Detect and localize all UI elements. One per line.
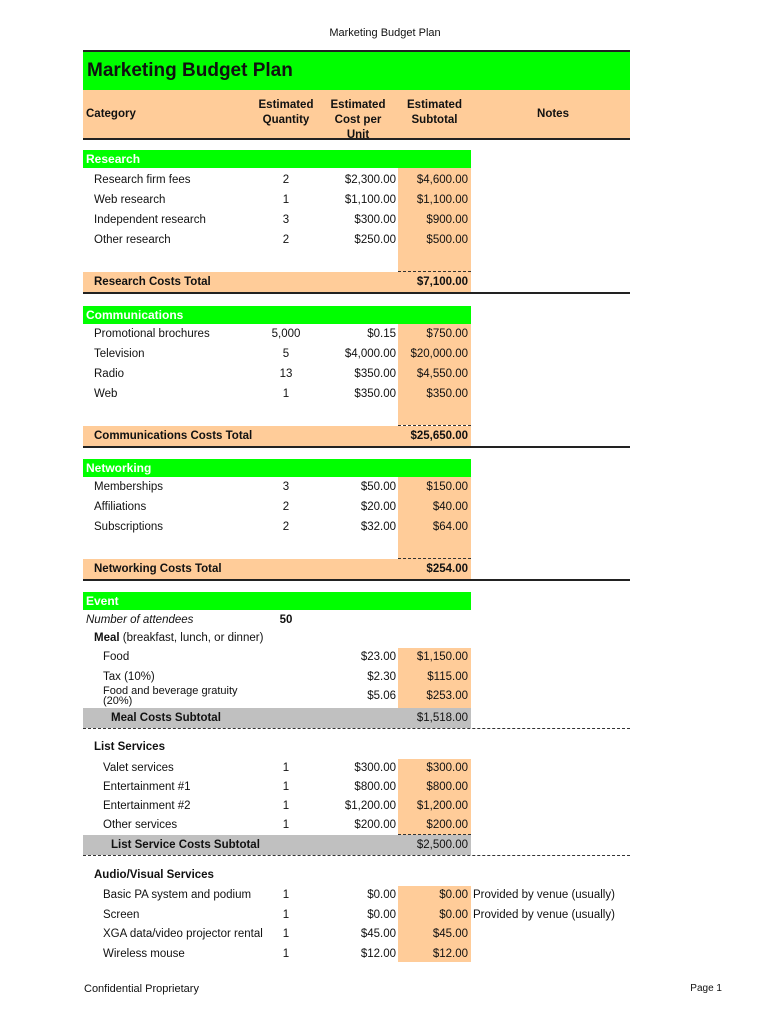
cell-qty: 2	[282, 234, 290, 246]
cell-sub: $1,150.00	[416, 651, 468, 663]
cell-qty: 1	[282, 908, 290, 921]
cell-cpu: $23.00	[360, 651, 396, 663]
cell-label: Television	[94, 348, 145, 360]
cell-sub: $20,000.00	[410, 348, 468, 360]
cell-label: Web	[94, 388, 118, 400]
communications-heading: Communications	[83, 306, 471, 324]
cell-label: Web research	[94, 194, 166, 206]
cell-label: Affiliations	[94, 501, 147, 513]
column-header	[83, 90, 630, 140]
meal-title-row	[83, 630, 630, 648]
col-qty: Estimated Quantity	[258, 99, 314, 126]
cell-sub: $900.00	[426, 214, 468, 226]
cell-cpu: $300.00	[354, 762, 396, 774]
av-services-title: Audio/Visual Services	[94, 869, 214, 881]
cell-cpu: $5.06	[367, 690, 396, 702]
cell-label: Research firm fees	[94, 174, 191, 186]
cell-qty: 1	[282, 800, 290, 812]
list-subtotal-value: $2,500.00	[416, 839, 468, 851]
cell-sub: $40.00	[432, 501, 468, 513]
communications-total-label: Communications Costs Total	[94, 430, 253, 442]
cell-cpu: $2.30	[367, 670, 396, 683]
table-row	[83, 326, 630, 344]
cell-sub: $253.00	[426, 690, 468, 702]
attendees-label: Number of attendees	[86, 614, 194, 626]
table-row	[83, 760, 630, 778]
networking-total-value: $254.00	[426, 563, 468, 575]
meal-subtotal-label: Meal Costs Subtotal	[111, 712, 221, 724]
research-total-row	[83, 272, 630, 292]
communications-total-value: $25,650.00	[410, 430, 468, 442]
cell-label: Screen	[103, 908, 140, 921]
cell-label: Promotional brochures	[94, 328, 210, 340]
col-subtotal: Estimated Subtotal	[407, 99, 462, 126]
cell-qty: 5	[282, 348, 290, 360]
table-row	[83, 479, 630, 497]
cell-qty: 2	[282, 501, 290, 513]
list-subtotal-label: List Service Costs Subtotal	[111, 839, 260, 851]
list-subtotal-row	[83, 835, 630, 855]
cell-qty: 1	[282, 781, 290, 793]
table-row	[83, 817, 630, 835]
cell-label: Valet services	[103, 762, 174, 774]
cell-cpu: $0.00	[367, 889, 396, 901]
table-row	[83, 386, 630, 404]
attendees-row	[83, 612, 630, 630]
cell-label: XGA data/video projector rental	[103, 928, 263, 940]
footer-page-number: Page 1	[690, 983, 722, 994]
meal-subtotal-value: $1,518.00	[416, 712, 468, 724]
cell-qty: 1	[282, 762, 290, 774]
cell-qty: 1	[282, 947, 290, 960]
cell-cpu: $50.00	[360, 481, 396, 493]
table-row	[83, 519, 630, 537]
cell-qty: 13	[279, 368, 293, 380]
cell-sub: $12.00	[432, 947, 468, 960]
cell-cpu: $2,300.00	[344, 174, 396, 186]
cell-cpu: $32.00	[360, 521, 396, 533]
cell-sub: $4,550.00	[416, 368, 468, 380]
cell-label: Entertainment #2	[103, 800, 191, 812]
cell-sub: $64.00	[432, 521, 468, 533]
cell-label: Other services	[103, 819, 178, 831]
cell-qty: 3	[282, 481, 290, 493]
cell-note: Provided by venue (usually)	[473, 889, 615, 901]
cell-qty: 1	[282, 889, 290, 901]
networking-total-label: Networking Costs Total	[94, 563, 222, 575]
cell-label: Subscriptions	[94, 521, 164, 533]
cell-cpu: $800.00	[354, 781, 396, 793]
networking-heading: Networking	[83, 459, 471, 477]
cell-qty: 2	[282, 174, 290, 186]
cell-sub: $45.00	[432, 928, 468, 940]
cell-label: Food and beverage gratuity (20%)	[103, 685, 238, 707]
table-row	[83, 946, 630, 964]
table-row	[83, 499, 630, 517]
cell-label: Independent research	[94, 214, 206, 226]
col-cpu: Estimated Cost per Unit	[330, 99, 386, 141]
attendees-value: 50	[279, 614, 293, 626]
table-row	[83, 685, 630, 707]
cell-sub: $300.00	[426, 762, 468, 774]
cell-sub: $500.00	[426, 234, 468, 246]
cell-qty: 1	[282, 928, 290, 940]
cell-sub: $800.00	[426, 781, 468, 793]
cell-cpu: $350.00	[354, 388, 396, 400]
cell-qty: 1	[282, 819, 290, 831]
table-row	[83, 779, 630, 797]
table-row	[83, 346, 630, 364]
cell-sub: $0.00	[439, 908, 468, 921]
cell-sub: $0.00	[439, 889, 468, 901]
table-row	[83, 649, 630, 667]
table-row	[83, 907, 630, 925]
meal-title: Meal	[94, 632, 120, 644]
research-total-label: Research Costs Total	[94, 276, 211, 288]
table-row	[83, 798, 630, 816]
cell-qty: 5,000	[271, 328, 301, 340]
cell-cpu: $200.00	[354, 819, 396, 831]
cell-label: Radio	[94, 368, 125, 380]
meal-subtotal-row	[83, 708, 630, 728]
cell-qty: 2	[282, 521, 290, 533]
cell-label: Tax (10%)	[103, 670, 155, 683]
cell-cpu: $0.00	[367, 908, 396, 921]
cell-label: Memberships	[94, 481, 164, 493]
table-row	[83, 192, 630, 210]
table-row	[83, 212, 630, 230]
cell-qty: 1	[282, 194, 290, 206]
communications-total-row	[83, 426, 630, 446]
cell-label: Basic PA system and podium	[103, 889, 252, 901]
cell-sub: $750.00	[426, 328, 468, 340]
cell-label: Wireless mouse	[103, 947, 185, 960]
sheet-title: Marketing Budget Plan	[87, 60, 293, 81]
table-row	[83, 366, 630, 384]
title-bar	[83, 50, 630, 90]
col-category: Category	[86, 108, 136, 120]
cell-cpu: $0.15	[367, 328, 396, 340]
networking-total-row	[83, 559, 630, 579]
cell-cpu: $12.00	[360, 947, 396, 960]
cell-sub: $1,100.00	[416, 194, 468, 206]
cell-sub: $115.00	[427, 670, 468, 683]
table-row	[83, 926, 630, 944]
meal-subtitle: (breakfast, lunch, or dinner)	[122, 632, 264, 644]
cell-cpu: $4,000.00	[344, 348, 396, 360]
cell-qty: 1	[282, 388, 290, 400]
cell-sub: $4,600.00	[416, 174, 468, 186]
cell-sub: $350.00	[426, 388, 468, 400]
cell-cpu: $1,200.00	[344, 800, 396, 812]
cell-cpu: $45.00	[360, 928, 396, 940]
footer-confidential: Confidential Proprietary	[84, 983, 199, 995]
cell-sub: $1,200.00	[416, 800, 468, 812]
cell-label: Food	[103, 651, 130, 663]
cell-note: Provided by venue (usually)	[473, 908, 615, 921]
cell-qty: 3	[282, 214, 290, 226]
page-header: Marketing Budget Plan	[329, 27, 441, 39]
cell-label: Entertainment #1	[103, 781, 191, 793]
table-row	[83, 887, 630, 905]
table-row	[83, 669, 630, 687]
cell-cpu: $1,100.00	[344, 194, 396, 206]
cell-sub: $200.00	[426, 819, 468, 831]
cell-sub: $150.00	[426, 481, 468, 493]
col-notes: Notes	[537, 108, 569, 120]
research-heading: Research	[83, 150, 471, 168]
cell-label: Other research	[94, 234, 171, 246]
cell-cpu: $250.00	[354, 234, 396, 246]
table-row	[83, 232, 630, 250]
list-services-title: List Services	[94, 741, 165, 753]
table-row	[83, 172, 630, 190]
research-total-value: $7,100.00	[416, 276, 468, 288]
event-heading: Event	[83, 592, 471, 610]
cell-cpu: $350.00	[354, 368, 396, 380]
cell-cpu: $20.00	[360, 501, 396, 513]
cell-cpu: $300.00	[354, 214, 396, 226]
